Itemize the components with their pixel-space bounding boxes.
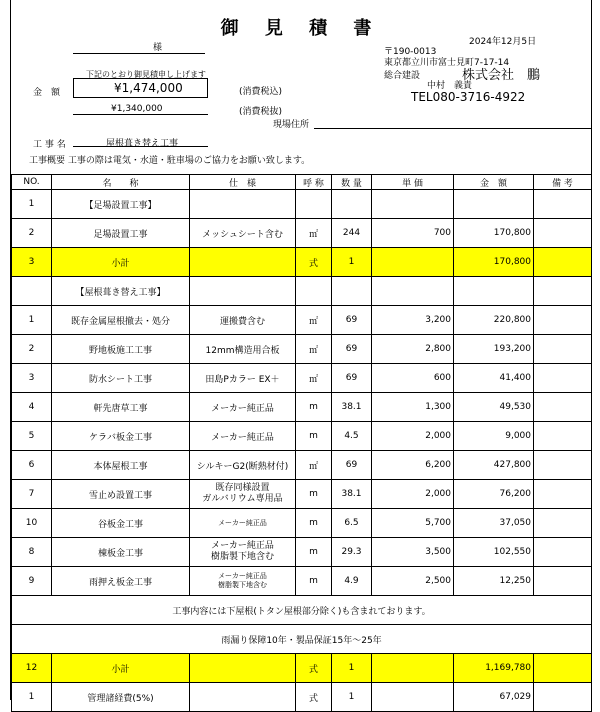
issue-date: 2024年12月5日 (469, 37, 537, 47)
cell-qty: 69 (332, 335, 372, 364)
cell-no: 1 (12, 683, 52, 712)
cell-unit (296, 190, 332, 219)
cell-spec (190, 480, 296, 509)
cell-name: 軒先唐草工事 (52, 393, 190, 422)
cell-price (372, 248, 454, 277)
cell-name: 防水シート工事 (52, 364, 190, 393)
table-row (12, 538, 592, 567)
cell-unit: m (296, 480, 332, 509)
cell-qty: 1 (332, 683, 372, 712)
cell-no: 5 (12, 422, 52, 451)
cell-amount: 170,800 (454, 219, 534, 248)
header-amount: 金 額 (454, 175, 534, 190)
cell-no: 9 (12, 567, 52, 596)
table-row (12, 393, 592, 422)
cell-name: 雪止め設置工事 (52, 480, 190, 509)
cell-no: 1 (12, 190, 52, 219)
cell-spec: メーカー純正品 (190, 422, 296, 451)
cell-no: 10 (12, 509, 52, 538)
cell-qty: 4.5 (332, 422, 372, 451)
cell-spec (190, 277, 296, 306)
cell-name: ケラバ板金工事 (52, 422, 190, 451)
cell-spec (190, 538, 296, 567)
spec-line: 樹脂製下地含む (218, 581, 267, 589)
cell-spec: 田島Pカラー EX＋ (190, 364, 296, 393)
company-address: 東京都立川市富士見町7-17-14 (384, 58, 510, 68)
cell-spec: 運搬費含む (190, 306, 296, 335)
cell-qty: 69 (332, 451, 372, 480)
cell-no: 4 (12, 393, 52, 422)
document-title: 御 見 積 書 (220, 18, 382, 39)
cell-note (534, 654, 592, 683)
cell-qty (332, 190, 372, 219)
cell-note (534, 306, 592, 335)
cell-price: 1,300 (372, 393, 454, 422)
cell-amount (454, 277, 534, 306)
cell-no: 7 (12, 480, 52, 509)
work-overview: 工事概要 工事の際は電気・水道・駐車場のご協力をお願い致します。 (29, 156, 311, 166)
cell-unit: ㎡ (296, 219, 332, 248)
cell-unit: ㎡ (296, 364, 332, 393)
cell-amount: 37,050 (454, 509, 534, 538)
work-name: 屋根葺き替え工事 (106, 139, 179, 149)
cell-unit: m (296, 567, 332, 596)
cell-note (534, 277, 592, 306)
amount-underline (73, 114, 208, 115)
cell-amount: 76,200 (454, 480, 534, 509)
cell-no: 3 (12, 364, 52, 393)
spec-line: 既存同様設置 (215, 483, 270, 493)
cell-qty: 244 (332, 219, 372, 248)
subtotal-row (12, 654, 592, 683)
table-header-row (12, 175, 592, 190)
work-label: 工 事 名 (33, 140, 66, 150)
cell-unit: ㎡ (296, 306, 332, 335)
table-row (12, 190, 592, 219)
cell-unit: m (296, 422, 332, 451)
cell-unit: ㎡ (296, 335, 332, 364)
header-note: 備 考 (534, 175, 592, 190)
spec-line: 樹脂製下地含む (210, 552, 274, 562)
cell-note (534, 509, 592, 538)
cell-name: 棟板金工事 (52, 538, 190, 567)
intro-text: 下記のとおり御見積申し上げます (86, 70, 206, 79)
cell-qty: 38.1 (332, 393, 372, 422)
cell-qty: 1 (332, 248, 372, 277)
cell-unit: ㎡ (296, 451, 332, 480)
cell-no: 12 (12, 654, 52, 683)
cell-unit: 式 (296, 654, 332, 683)
amount-label: 金 額 (33, 88, 61, 98)
cell-no: 3 (12, 248, 52, 277)
cell-price (372, 683, 454, 712)
phone-number: TEL080-3716-4922 (411, 90, 526, 104)
company-category: 総合建設 (384, 71, 421, 81)
table-row (12, 683, 592, 712)
amount-incl-tax: ¥1,474,000 (114, 81, 183, 95)
cell-note (534, 393, 592, 422)
cell-price: 2,000 (372, 422, 454, 451)
cell-amount (454, 190, 534, 219)
cell-note (534, 364, 592, 393)
work-underline (73, 146, 208, 147)
cell-note (534, 219, 592, 248)
cell-no: 2 (12, 335, 52, 364)
table-row (12, 364, 592, 393)
cell-price (372, 654, 454, 683)
site-address-label: 現場住所 (273, 120, 310, 130)
cell-qty: 6.5 (332, 509, 372, 538)
cell-name: 管理諸経費(5%) (52, 683, 190, 712)
cell-name: 雨押え板金工事 (52, 567, 190, 596)
cell-note (534, 335, 592, 364)
note-row (12, 625, 592, 654)
cell-amount: 41,400 (454, 364, 534, 393)
cell-name: 足場設置工事 (52, 219, 190, 248)
cell-name: 本体屋根工事 (52, 451, 190, 480)
cell-qty (332, 277, 372, 306)
cell-spec: メーカー純正品 (190, 393, 296, 422)
table-row (12, 567, 592, 596)
incl-tax-label: (消費税込) (239, 87, 283, 97)
cell-note (534, 567, 592, 596)
table-row (12, 451, 592, 480)
cell-qty: 4.9 (332, 567, 372, 596)
cell-spec: 12mm構造用合板 (190, 335, 296, 364)
cell-note (534, 248, 592, 277)
table-row (12, 509, 592, 538)
cell-name: 小計 (52, 248, 190, 277)
cell-price (372, 277, 454, 306)
excl-tax-label: (消費税抜) (239, 107, 283, 117)
contact-person: 中村 義貴 (427, 81, 473, 91)
cell-unit (296, 277, 332, 306)
cell-price: 2,000 (372, 480, 454, 509)
cell-amount: 49,530 (454, 393, 534, 422)
cell-spec (190, 654, 296, 683)
cell-amount: 102,550 (454, 538, 534, 567)
note-row (12, 596, 592, 625)
cell-no: 6 (12, 451, 52, 480)
header-unit: 呼 称 (296, 175, 332, 190)
spec-line: ガルバリウム専用品 (202, 494, 283, 504)
cell-spec (190, 567, 296, 596)
cell-name: 小計 (52, 654, 190, 683)
cell-price: 700 (372, 219, 454, 248)
header-qty: 数 量 (332, 175, 372, 190)
cell-qty: 29.3 (332, 538, 372, 567)
cell-no: 1 (12, 306, 52, 335)
amount-excl-tax: ¥1,340,000 (111, 104, 163, 114)
cell-qty: 38.1 (332, 480, 372, 509)
cell-amount: 9,000 (454, 422, 534, 451)
cell-unit: 式 (296, 248, 332, 277)
cell-amount: 220,800 (454, 306, 534, 335)
cell-unit: 式 (296, 683, 332, 712)
spec-line: メーカー純正品 (211, 541, 274, 551)
scope-note: 工事内容には下屋根(トタン屋根部分除く)も含まれております。 (12, 596, 592, 625)
cell-name: 【足場設置工事】 (52, 190, 190, 219)
cell-amount: 170,800 (454, 248, 534, 277)
estimate-document (10, 0, 592, 704)
company-name: 株式会社 鵬 (462, 68, 541, 83)
cell-amount: 67,029 (454, 683, 534, 712)
cell-price: 6,200 (372, 451, 454, 480)
header-no: NO. (12, 175, 52, 190)
cell-price: 3,200 (372, 306, 454, 335)
cell-no: 2 (12, 219, 52, 248)
cell-spec (190, 248, 296, 277)
cell-note (534, 538, 592, 567)
header-name: 名 称 (52, 175, 190, 190)
cell-price: 5,700 (372, 509, 454, 538)
cell-note (534, 422, 592, 451)
estimate-table (11, 174, 592, 712)
table-row (12, 277, 592, 306)
site-address-line (314, 128, 591, 129)
cell-unit: m (296, 509, 332, 538)
header-price: 単 価 (372, 175, 454, 190)
cell-qty: 69 (332, 364, 372, 393)
cell-spec (190, 190, 296, 219)
cell-price (372, 190, 454, 219)
cell-no: 8 (12, 538, 52, 567)
table-row (12, 335, 592, 364)
cell-name: 谷板金工事 (52, 509, 190, 538)
cell-name: 既存金属屋根撤去・処分 (52, 306, 190, 335)
cell-spec: メッシュシート含む (190, 219, 296, 248)
recipient-honorific: 様 (153, 43, 163, 53)
postal-code: 〒190-0013 (384, 47, 437, 57)
cell-price: 600 (372, 364, 454, 393)
cell-amount: 12,250 (454, 567, 534, 596)
cell-note (534, 683, 592, 712)
table-row (12, 306, 592, 335)
cell-qty: 69 (332, 306, 372, 335)
cell-no (12, 277, 52, 306)
header-spec: 仕 様 (190, 175, 296, 190)
cell-note (534, 480, 592, 509)
cell-amount: 1,169,780 (454, 654, 534, 683)
table-row (12, 219, 592, 248)
cell-amount: 193,200 (454, 335, 534, 364)
spec-line: メーカー純正品 (218, 572, 267, 580)
table-row (12, 480, 592, 509)
cell-price: 2,500 (372, 567, 454, 596)
warranty-note: 雨漏り保障10年・製品保証15年～25年 (12, 625, 592, 654)
cell-qty: 1 (332, 654, 372, 683)
cell-unit: m (296, 393, 332, 422)
cell-amount: 427,800 (454, 451, 534, 480)
cell-spec (190, 683, 296, 712)
cell-spec: メーカー純正品 (190, 509, 296, 538)
cell-name: 【屋根葺き替え工事】 (52, 277, 190, 306)
cell-note (534, 190, 592, 219)
cell-unit: m (296, 538, 332, 567)
cell-price: 2,800 (372, 335, 454, 364)
cell-price: 3,500 (372, 538, 454, 567)
subtotal-row (12, 248, 592, 277)
cell-name: 野地板施工工事 (52, 335, 190, 364)
cell-note (534, 451, 592, 480)
recipient-line (73, 53, 205, 54)
cell-spec: シルキーG2(断熱材付) (190, 451, 296, 480)
table-row (12, 422, 592, 451)
